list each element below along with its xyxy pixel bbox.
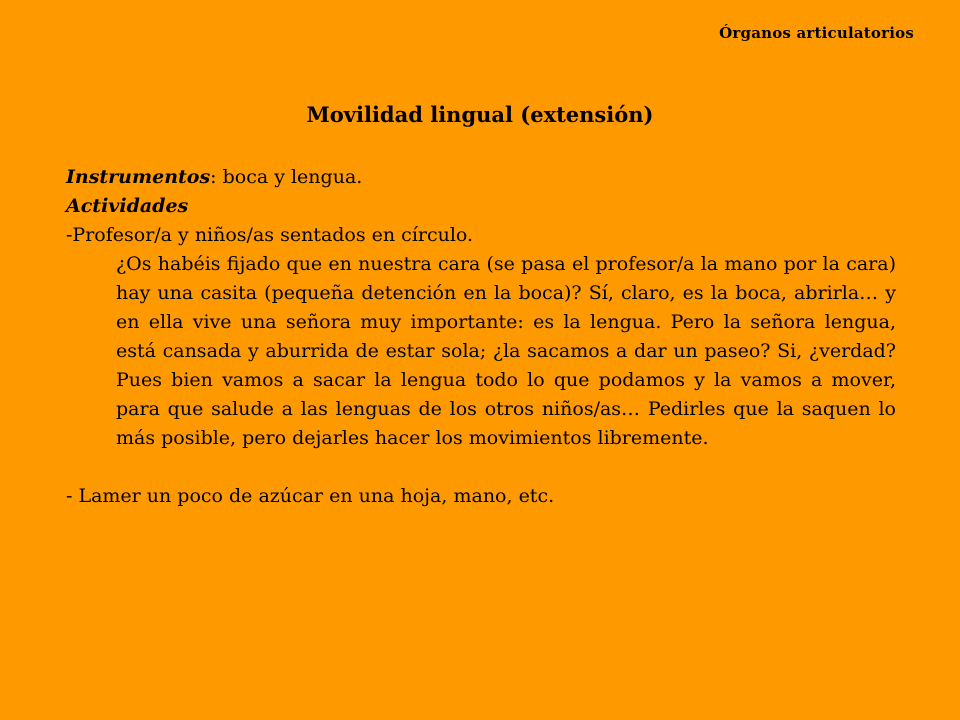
section-label: Órganos articulatorios <box>719 24 914 42</box>
activity-1-body: ¿Os habéis fijado que en nuestra cara (se pasa el profesor/a la mano por la cara) hay una casita (pequeña detención en la boca)? Sí, claro, es la boca, abrirla… y en ella vive una señora muy importante: es la lengua. Pero la señora lengua, está cansada y aburrida de estar sola; ¿la sacamos a dar un paseo? Si, ¿verdad? Pues bien vamos a sacar la lengua todo lo que podamos y la vamos a mover, para que salude a las lenguas de los otros niños/as… Pedirles que la saquen lo más posible, pero dejarles hacer los movimientos libremente. <box>116 253 896 449</box>
instruments-separator: : <box>210 166 217 188</box>
slide-title: Movilidad lingual (extensión) <box>306 102 654 127</box>
paragraph-spacer <box>66 453 896 482</box>
activity-1-intro: -Profesor/a y niños/as sentados en círculo. <box>66 224 474 246</box>
instruments-label: Instrumentos <box>66 166 211 188</box>
slide-content <box>66 163 896 511</box>
activity-2: - Lamer un poco de azúcar en una hoja, mano, etc. <box>66 485 555 507</box>
instruments-value: boca y lengua. <box>216 166 363 188</box>
activities-line <box>66 192 896 221</box>
activities-label: Actividades <box>66 195 189 217</box>
instruments-line <box>66 163 896 192</box>
